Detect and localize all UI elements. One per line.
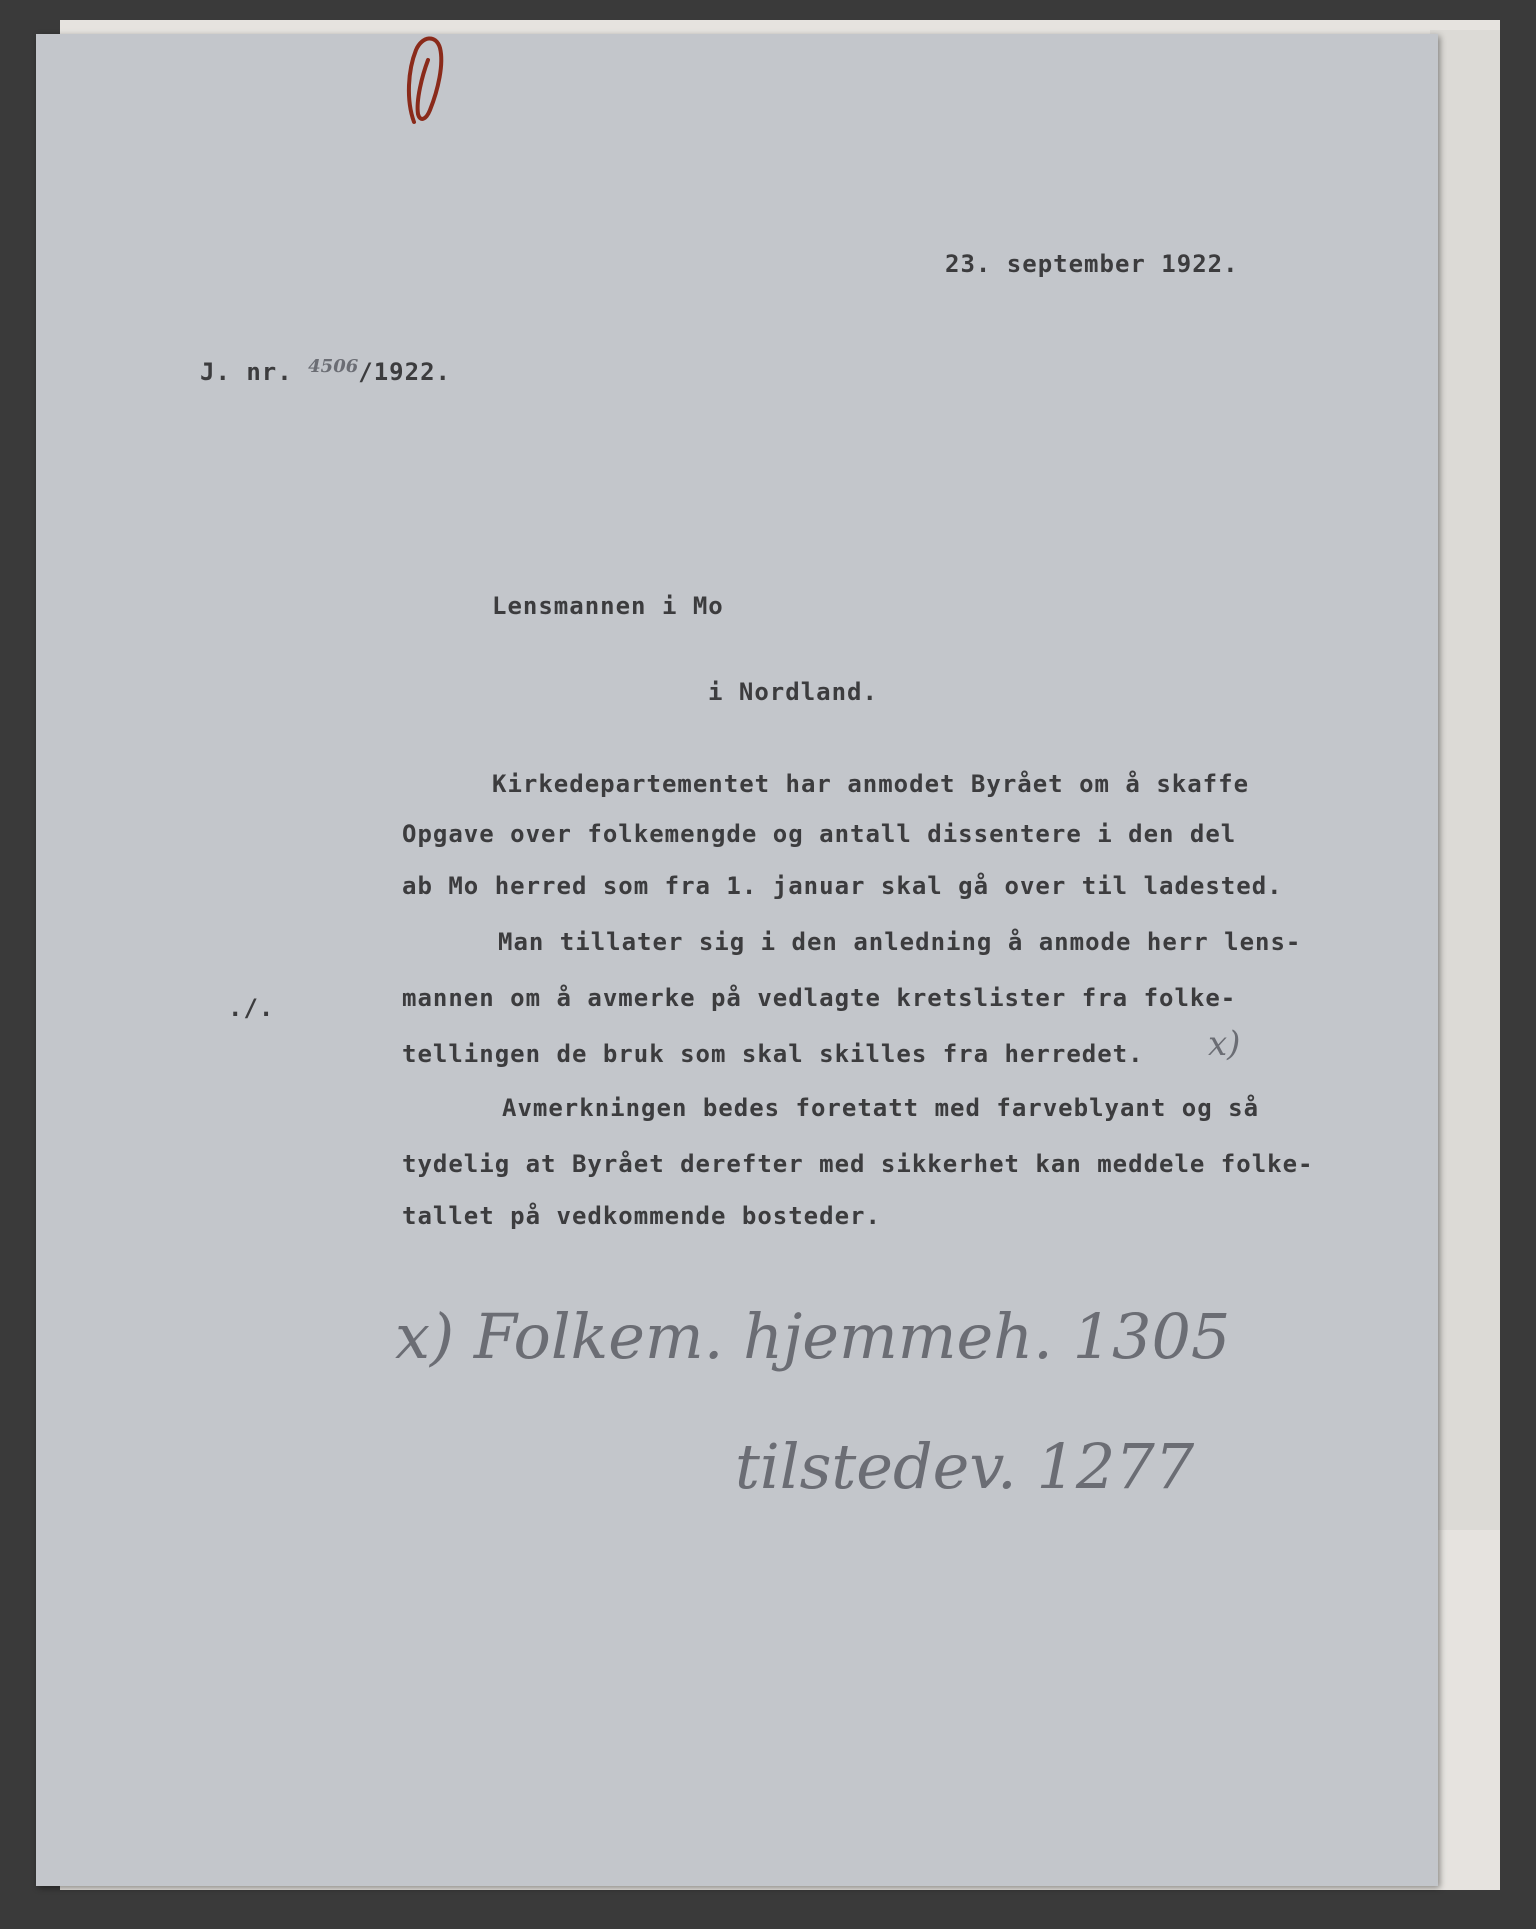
body-line: tallet på vedkommende bosteder.: [402, 1202, 881, 1230]
body-line: mannen om å avmerke på vedlagte kretslister fra folke-: [402, 984, 1237, 1012]
margin-mark: ./.: [228, 994, 275, 1022]
footnote-ref: x): [1208, 1024, 1241, 1064]
handwritten-note-line-1: x) Folkem. hjemmeh. 1305: [395, 1300, 1231, 1373]
journal-prefix: J. nr.: [200, 358, 293, 386]
letter-page: [36, 34, 1438, 1886]
body-line: tellingen de bruk som skal skilles fra herredet.: [402, 1040, 1144, 1068]
sheet-edge: [1430, 30, 1500, 1530]
letter-date: 23. september 1922.: [945, 250, 1239, 278]
body-line: Opgave over folkemengde og antall dissentere i den del: [402, 820, 1237, 848]
body-line: ab Mo herred som fra 1. januar skal gå over til ladested.: [402, 872, 1283, 900]
body-line: tydelig at Byrået derefter med sikkerhet kan meddele folke-: [402, 1150, 1314, 1178]
handwritten-note-line-2: tilstedev. 1277: [735, 1430, 1195, 1503]
journal-number-handwritten: 4506: [308, 356, 359, 377]
journal-number: [200, 358, 451, 386]
recipient-line-1: Lensmannen i Mo: [492, 592, 724, 620]
recipient-line-2: i Nordland.: [708, 678, 878, 706]
paper-clip-icon: [400, 30, 460, 130]
body-line: Man tillater sig i den anledning å anmode herr lens-: [498, 928, 1302, 956]
body-line: Avmerkningen bedes foretatt med farveblyant og så: [502, 1094, 1260, 1122]
body-line: Kirkedepartementet har anmodet Byrået om å skaffe: [492, 770, 1250, 798]
journal-suffix: /1922.: [358, 358, 451, 386]
